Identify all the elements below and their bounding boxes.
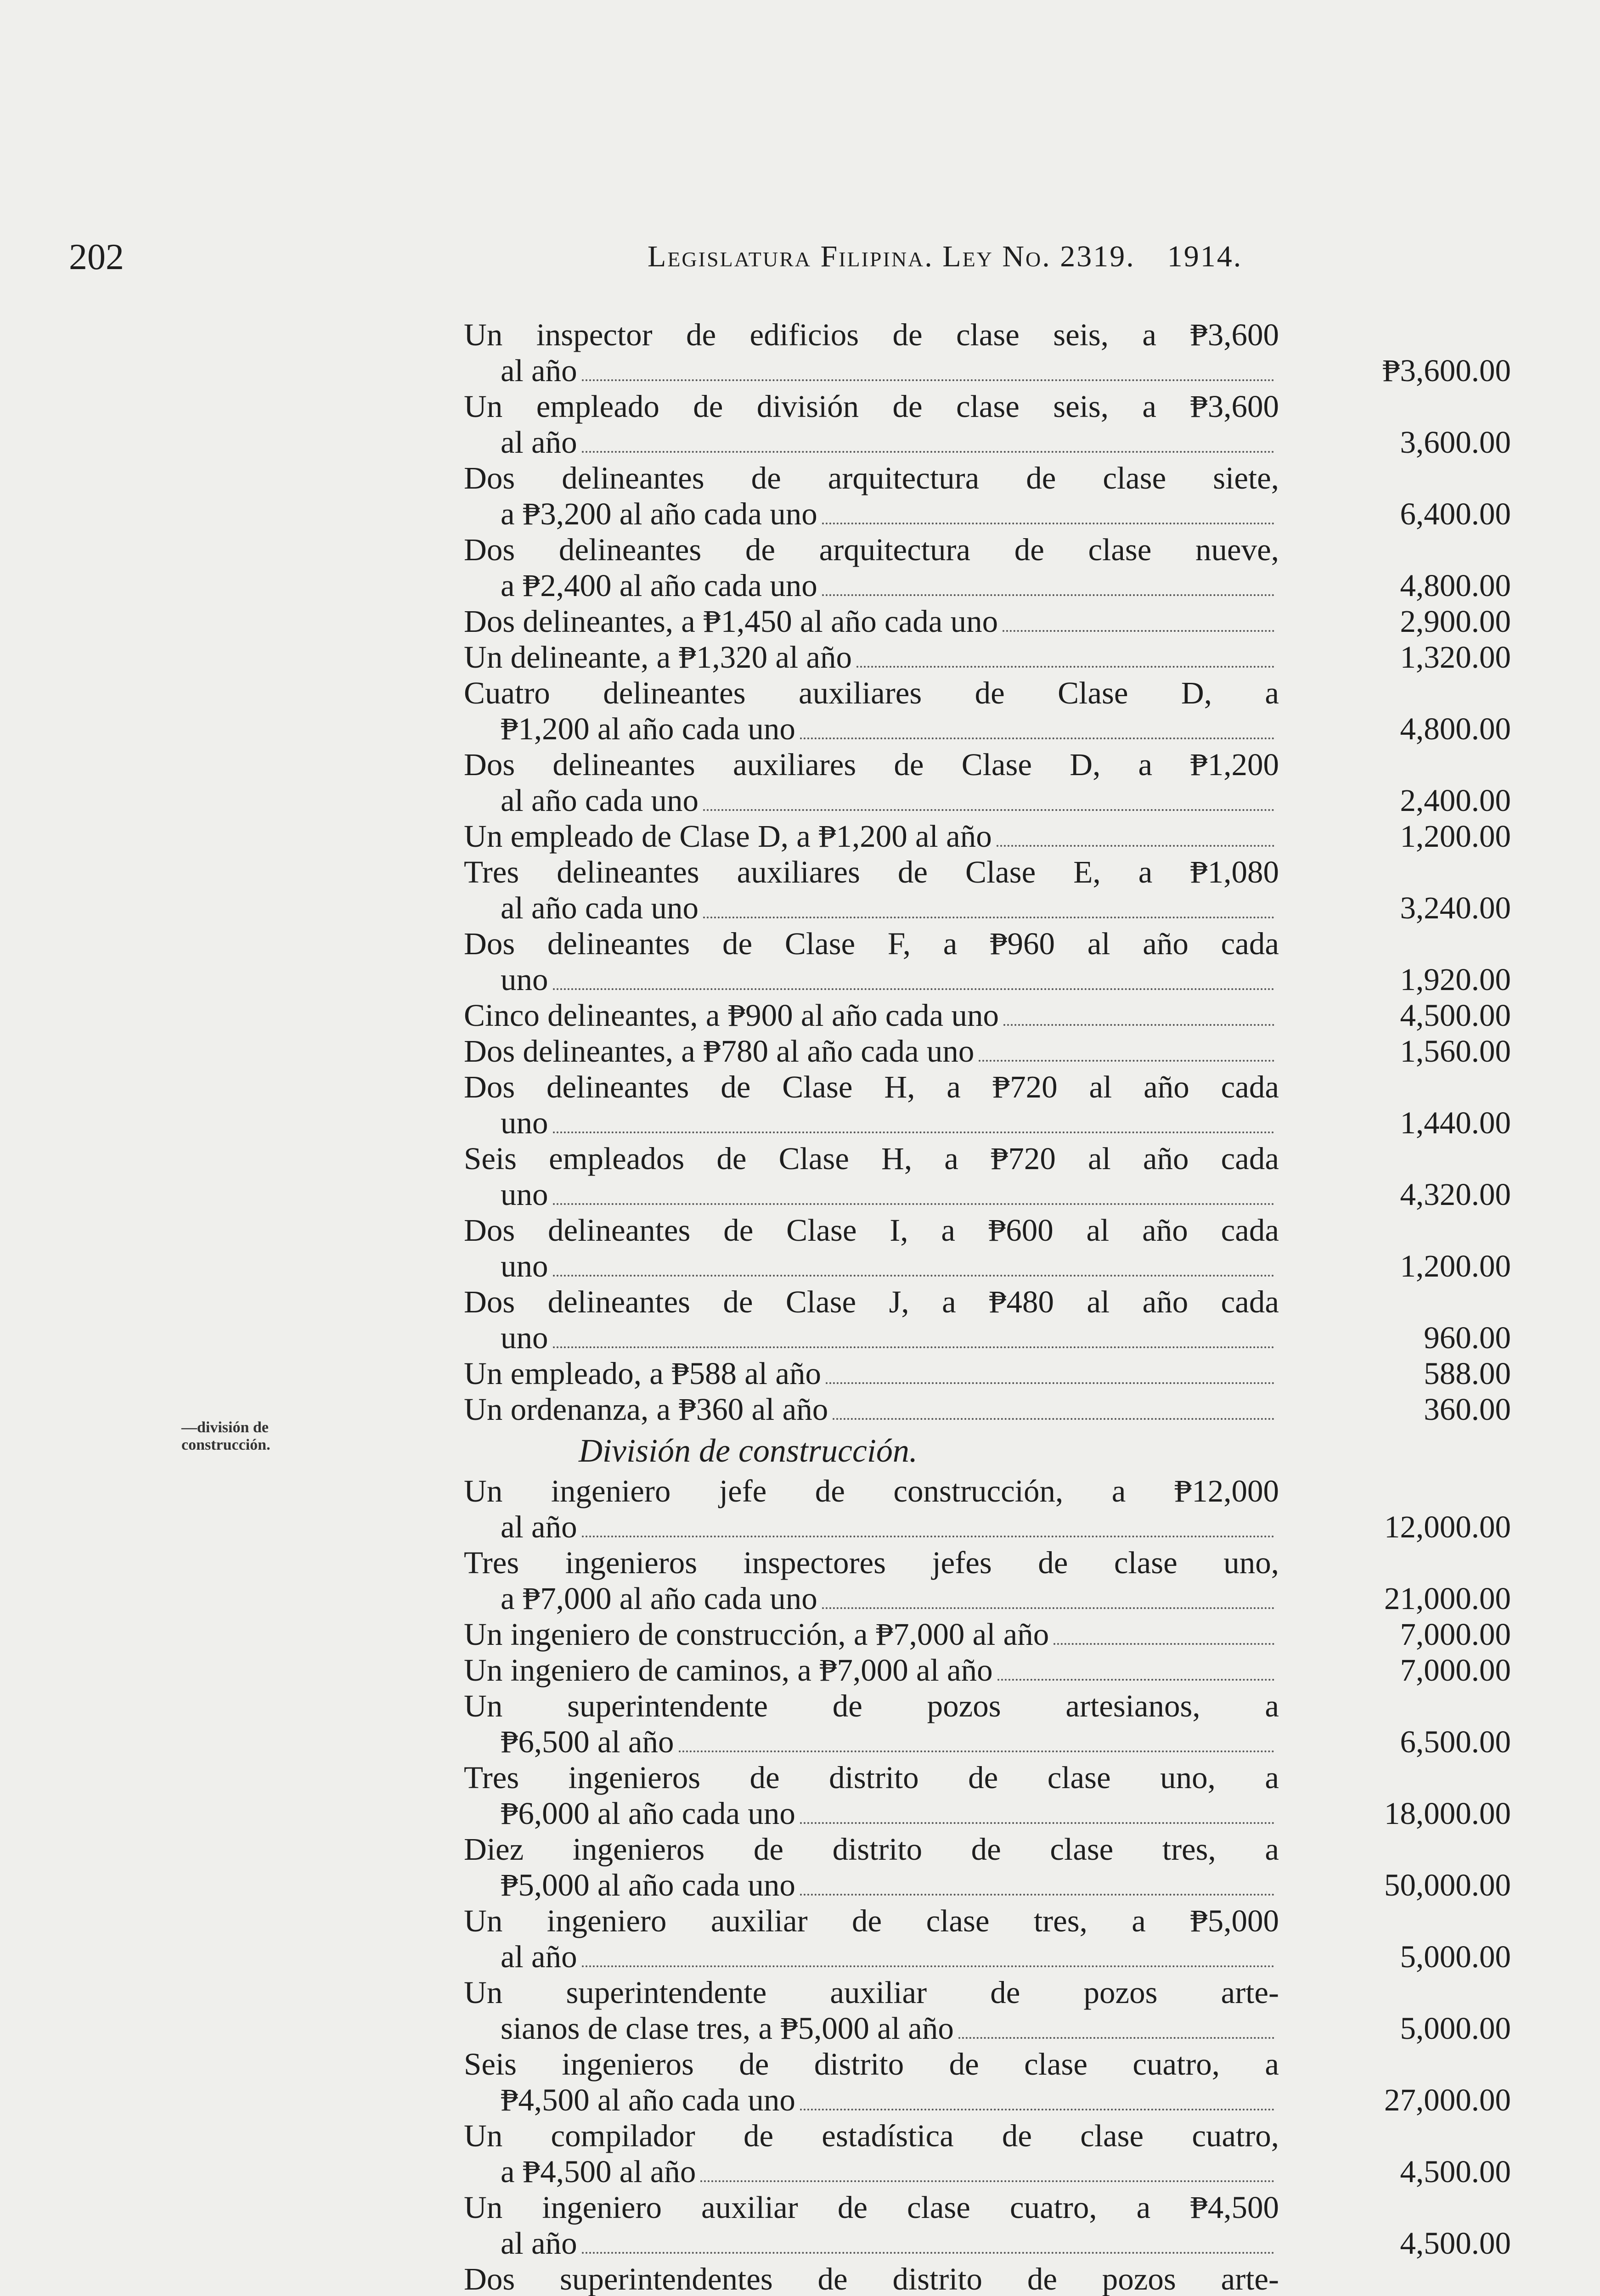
item-text-continuation <box>464 782 1279 818</box>
item-text-line: Un ingeniero auxiliar de clase tres, a ₱5,000 <box>464 1903 1279 1938</box>
item-text-line: sianos de clase tres, a ₱5,000 al año <box>501 2011 954 2046</box>
item-description <box>464 675 1279 747</box>
item-amount: 5,000.00 <box>1400 1939 1511 1974</box>
item-text-line: ₱1,200 al año cada uno <box>501 711 795 746</box>
item-text-line: Un delineante, a ₱1,320 al año <box>464 640 852 675</box>
item-amount: 12,000.00 <box>1384 1509 1511 1544</box>
running-title-year: 1914. <box>1167 240 1243 273</box>
dot-leader <box>582 1536 1274 1537</box>
item-description <box>464 926 1279 997</box>
dot-leader <box>553 1131 1275 1133</box>
item-text-continuation <box>464 1939 1279 1975</box>
item-text-continuation <box>464 424 1279 460</box>
dot-leader <box>958 2037 1274 2039</box>
item-text-line: uno <box>501 1320 548 1355</box>
line-item <box>464 388 1511 460</box>
item-text-line: Dos delineantes de Clase I, a ₱600 al año cada <box>464 1213 1279 1248</box>
dot-leader <box>826 1382 1274 1384</box>
dot-leader <box>856 666 1274 668</box>
dot-leader <box>800 1822 1274 1824</box>
line-item <box>464 603 1511 639</box>
dot-leader <box>800 737 1274 739</box>
item-text-line: Tres ingenieros inspectores jefes de clase uno, <box>464 1545 1279 1580</box>
line-item <box>464 317 1511 388</box>
item-text-line: a ₱7,000 al año cada uno <box>501 1581 817 1616</box>
dot-leader <box>703 809 1274 811</box>
dot-leader <box>800 1894 1274 1896</box>
item-amount: 3,600.00 <box>1400 425 1511 460</box>
item-text-line: Cuatro delineantes auxiliares de Clase D, a <box>464 675 1279 710</box>
item-text-line: Seis ingenieros de distrito de clase cuatro, a <box>464 2047 1279 2082</box>
item-text-line: Un ordenanza, a ₱360 al año <box>464 1392 828 1427</box>
item-amount: 4,320.00 <box>1400 1177 1511 1212</box>
item-text-line: Dos delineantes de Clase F, a ₱960 al año cada <box>464 926 1279 961</box>
item-text-line: uno <box>501 1177 548 1212</box>
item-amount: 7,000.00 <box>1400 1653 1511 1688</box>
line-item <box>464 1903 1511 1975</box>
item-description <box>464 2261 1279 2296</box>
item-description <box>464 1356 1279 1391</box>
dot-leader <box>833 1418 1274 1420</box>
line-item <box>464 2261 1511 2296</box>
item-text-line: Un superintendente de pozos artesianos, a <box>464 1688 1279 1723</box>
dot-leader <box>553 1203 1275 1205</box>
item-description <box>464 1391 1279 1427</box>
line-item <box>464 639 1511 675</box>
line-item <box>464 532 1511 603</box>
item-amount: 2,900.00 <box>1400 604 1511 639</box>
item-description <box>464 1688 1279 1760</box>
item-amount: 1,200.00 <box>1400 819 1511 854</box>
item-amount: 6,400.00 <box>1400 496 1511 531</box>
dot-leader <box>582 1965 1274 1967</box>
running-title-text: Legislatura Filipina. Ley No. 2319. <box>648 240 1135 273</box>
item-text-line: ₱6,000 al año cada uno <box>501 1796 795 1831</box>
dot-leader <box>800 2109 1274 2110</box>
item-description <box>464 1212 1279 1284</box>
item-text-line: Un ingeniero de construcción, a ₱7,000 al año <box>464 1617 1049 1652</box>
dot-leader <box>582 379 1274 381</box>
item-amount: 4,800.00 <box>1400 568 1511 603</box>
item-amount: 21,000.00 <box>1384 1581 1511 1616</box>
item-description <box>464 1141 1279 1212</box>
dot-leader <box>1054 1643 1274 1645</box>
item-text-continuation <box>464 1724 1279 1760</box>
item-text-line: Dos delineantes de arquitectura de clase nueve, <box>464 532 1279 567</box>
line-item <box>464 1652 1511 1688</box>
item-amount: 5,000.00 <box>1400 2011 1511 2046</box>
item-text-continuation <box>464 962 1279 997</box>
item-amount: 4,500.00 <box>1400 2226 1511 2261</box>
item-text-continuation <box>464 1509 1279 1545</box>
item-text-line: a ₱2,400 al año cada uno <box>501 568 817 603</box>
item-text-line: uno <box>501 1249 548 1283</box>
item-amount: 960.00 <box>1424 1320 1511 1355</box>
item-text-continuation <box>464 496 1279 532</box>
item-text-continuation <box>464 2082 1279 2118</box>
item-text-line: al año <box>501 425 577 460</box>
item-text-continuation <box>464 890 1279 926</box>
item-amount: 3,240.00 <box>1400 890 1511 925</box>
item-text-continuation <box>464 1248 1279 1284</box>
item-text-line: Un superintendente auxiliar de pozos arte- <box>464 1975 1279 2010</box>
line-item <box>464 1141 1511 1212</box>
line-item <box>464 675 1511 747</box>
item-description <box>464 1652 1279 1688</box>
item-description <box>464 532 1279 603</box>
item-description <box>464 388 1279 460</box>
item-text-continuation <box>464 1795 1279 1831</box>
dot-leader <box>553 988 1275 990</box>
item-text-line: Cinco delineantes, a ₱900 al año cada uno <box>464 998 999 1033</box>
item-amount: 4,800.00 <box>1400 711 1511 746</box>
salary-items-before <box>464 317 1511 1427</box>
line-item <box>464 1760 1511 1831</box>
dot-leader <box>1003 1024 1274 1026</box>
item-text-line: Un compilador de estadística de clase cuatro, <box>464 2118 1279 2153</box>
item-description <box>464 460 1279 532</box>
line-item <box>464 2189 1511 2261</box>
item-description <box>464 2046 1279 2118</box>
item-text-line: Dos superintendentes de distrito de pozos arte- <box>464 2262 1279 2296</box>
dot-leader <box>679 1750 1274 1752</box>
item-amount: 1,920.00 <box>1400 962 1511 997</box>
item-text-line: Un empleado de Clase D, a ₱1,200 al año <box>464 819 992 854</box>
line-item <box>464 1975 1511 2046</box>
item-amount: 50,000.00 <box>1384 1868 1511 1902</box>
item-text-continuation <box>464 1581 1279 1616</box>
dot-leader <box>822 523 1274 524</box>
item-description <box>464 2189 1279 2261</box>
item-text-line: al año <box>501 1939 577 1974</box>
line-item <box>464 1069 1511 1141</box>
dot-leader <box>997 845 1274 847</box>
item-description <box>464 1831 1279 1903</box>
item-text-continuation <box>464 1320 1279 1356</box>
item-text-line: al año <box>501 1509 577 1544</box>
item-text-line: al año cada uno <box>501 783 699 818</box>
running-title <box>648 239 1242 274</box>
dot-leader <box>822 594 1274 596</box>
item-amount: 6,500.00 <box>1400 1724 1511 1759</box>
line-item <box>464 1545 1511 1616</box>
line-item <box>464 747 1511 818</box>
item-amount: 588.00 <box>1424 1356 1511 1391</box>
dot-leader <box>997 1679 1274 1681</box>
item-text-line: a ₱4,500 al año <box>501 2154 696 2189</box>
item-text-continuation <box>464 353 1279 388</box>
item-amount: 2,400.00 <box>1400 783 1511 818</box>
item-text-continuation <box>464 2154 1279 2189</box>
item-text-line: Dos delineantes de Clase H, a ₱720 al año cada <box>464 1069 1279 1104</box>
item-text-continuation <box>464 1105 1279 1141</box>
item-text-line: Dos delineantes, a ₱780 al año cada uno <box>464 1034 975 1069</box>
item-amount: 1,200.00 <box>1400 1249 1511 1283</box>
item-text-line: Dos delineantes auxiliares de Clase D, a ₱1,200 <box>464 747 1279 782</box>
line-item <box>464 1212 1511 1284</box>
item-text-line: Un ingeniero jefe de construcción, a ₱12,000 <box>464 1474 1279 1508</box>
item-amount: 1,560.00 <box>1400 1034 1511 1069</box>
line-item <box>464 854 1511 926</box>
dot-leader <box>979 1060 1274 1062</box>
item-description <box>464 1473 1279 1545</box>
line-item <box>464 1473 1511 1545</box>
dot-leader <box>582 2252 1274 2254</box>
line-item <box>464 1033 1511 1069</box>
item-description <box>464 1033 1279 1069</box>
item-text-line: a ₱3,200 al año cada uno <box>501 496 817 531</box>
item-description <box>464 997 1279 1033</box>
item-description <box>464 1545 1279 1616</box>
item-amount: 7,000.00 <box>1400 1617 1511 1652</box>
page-header <box>69 236 1414 278</box>
line-item <box>464 818 1511 854</box>
line-item <box>464 1688 1511 1760</box>
item-amount: 27,000.00 <box>1384 2082 1511 2117</box>
item-text-line: Diez ingenieros de distrito de clase tres, a <box>464 1832 1279 1867</box>
item-description <box>464 1616 1279 1652</box>
item-description <box>464 639 1279 675</box>
item-amount: 4,500.00 <box>1400 998 1511 1033</box>
item-text-line: ₱4,500 al año cada uno <box>501 2082 795 2117</box>
item-description <box>464 1903 1279 1975</box>
item-amount: 4,500.00 <box>1400 2154 1511 2189</box>
item-text-continuation <box>464 2225 1279 2261</box>
item-text-continuation <box>464 568 1279 603</box>
salary-items-after <box>464 1473 1511 2296</box>
item-text-continuation <box>464 2010 1279 2046</box>
line-item <box>464 2046 1511 2118</box>
dot-leader <box>1003 630 1274 632</box>
item-amount: 18,000.00 <box>1384 1796 1511 1831</box>
dot-leader <box>553 1346 1275 1348</box>
item-text-line: Tres delineantes auxiliares de Clase E, a ₱1,080 <box>464 855 1279 889</box>
item-text-line: Dos delineantes de Clase J, a ₱480 al año cada <box>464 1284 1279 1319</box>
dot-leader <box>553 1275 1275 1277</box>
dot-leader <box>703 917 1274 918</box>
item-text-line: uno <box>501 962 548 997</box>
item-description <box>464 1760 1279 1831</box>
section-title: División de construcción. <box>579 1432 918 1469</box>
item-text-line: Un empleado de división de clase seis, a ₱3,600 <box>464 389 1279 424</box>
item-text-line: uno <box>501 1105 548 1140</box>
line-item <box>464 997 1511 1033</box>
line-item <box>464 1284 1511 1356</box>
item-description <box>464 1069 1279 1141</box>
item-description <box>464 317 1279 388</box>
line-item <box>464 926 1511 997</box>
item-text-line: Dos delineantes, a ₱1,450 al año cada uno <box>464 604 998 639</box>
item-amount: ₱3,600.00 <box>1382 353 1511 388</box>
dot-leader <box>822 1607 1274 1609</box>
dot-leader <box>700 2180 1274 2182</box>
line-item <box>464 1616 1511 1652</box>
item-text-continuation <box>464 711 1279 747</box>
item-text-line: Un ingeniero auxiliar de clase cuatro, a ₱4,500 <box>464 2190 1279 2225</box>
item-text-line: al año <box>501 2226 577 2261</box>
item-amount: 360.00 <box>1424 1392 1511 1427</box>
item-text-line: Dos delineantes de arquitectura de clase siete, <box>464 461 1279 495</box>
line-item <box>464 1391 1511 1427</box>
item-text-line: Tres ingenieros de distrito de clase uno, a <box>464 1760 1279 1795</box>
line-item <box>464 2118 1511 2189</box>
line-item <box>464 1831 1511 1903</box>
item-description <box>464 818 1279 854</box>
item-text-continuation <box>464 1176 1279 1212</box>
item-text-line: al año <box>501 353 577 388</box>
item-text-line: Seis empleados de Clase H, a ₱720 al año cada <box>464 1141 1279 1176</box>
line-item <box>464 1356 1511 1391</box>
item-text-line: al año cada uno <box>501 890 699 925</box>
item-text-line: Un empleado, a ₱588 al año <box>464 1356 821 1391</box>
item-description <box>464 854 1279 926</box>
item-amount: 1,320.00 <box>1400 640 1511 675</box>
item-description <box>464 1284 1279 1356</box>
line-item <box>464 460 1511 532</box>
item-amount: 1,440.00 <box>1400 1105 1511 1140</box>
item-text-continuation <box>464 1867 1279 1903</box>
item-description <box>464 603 1279 639</box>
item-text-line: ₱6,500 al año <box>501 1724 674 1759</box>
appropriations-list <box>464 317 1511 2296</box>
dot-leader <box>582 451 1274 453</box>
item-text-line: Un inspector de edificios de clase seis, a ₱3,600 <box>464 317 1279 352</box>
page-number: 202 <box>69 237 124 277</box>
item-description <box>464 2118 1279 2189</box>
item-text-line: ₱5,000 al año cada uno <box>501 1868 795 1902</box>
item-text-line: Un ingeniero de caminos, a ₱7,000 al año <box>464 1653 993 1688</box>
item-description <box>464 747 1279 818</box>
margin-note: —división de construcción. <box>181 1419 270 1453</box>
item-description <box>464 1975 1279 2046</box>
